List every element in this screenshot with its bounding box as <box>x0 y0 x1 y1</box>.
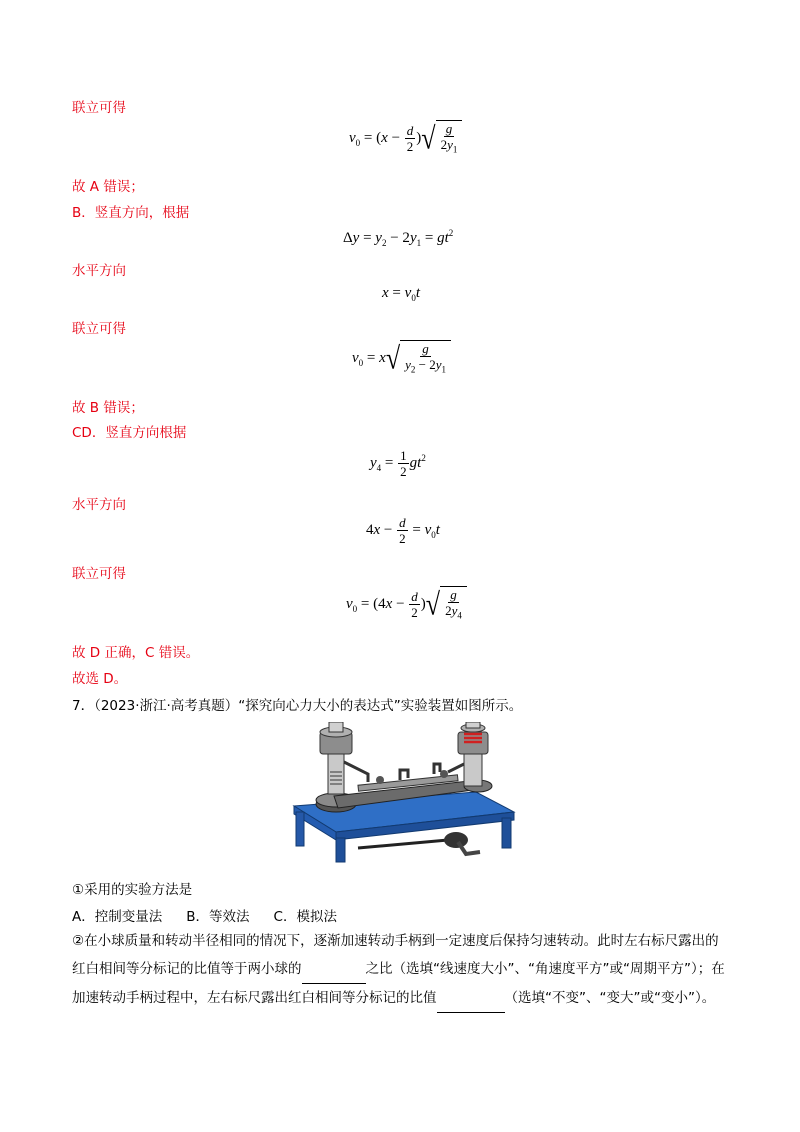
equation-4x: 4x − $\frac{d}{2}$ = $v_0t$ <box>366 515 440 546</box>
answer-line: 联立可得 <box>72 100 126 116</box>
option-a[interactable]: A．控制变量法 <box>72 909 163 925</box>
equation-delta-y: $\Delta y = y_2 - 2y_1 = gt^2$ <box>343 228 454 248</box>
part1-prompt: ①采用的实验方法是 <box>72 882 193 898</box>
part2-text-a: ②在小球质量和转动半径相同的情况下，逐渐加速转动手柄到一定速度后保持匀速转动。此时左右标尺露出的红白相间等分标记的比值等于两小球的 <box>72 933 719 977</box>
question-header <box>72 694 522 714</box>
answer-line: 故 A 错误； <box>72 179 144 195</box>
equation-v0-c: $v_0 = (4x$ − $\frac{d}{2}$ ) √ $\frac{g}{2y_4}$ <box>346 586 467 624</box>
answer-line: 故选 D。 <box>72 671 128 687</box>
answer-blank-2[interactable] <box>437 984 505 1013</box>
answer-blank-1[interactable] <box>302 955 366 984</box>
part2-text-b: 之比（选填“线速度大小”、“角速度平方”或“周期平方”）；在加速转动手柄过程中，左右标尺露出红白相间等分标记的比值 <box>72 961 725 1006</box>
equation-v0-a: $v_0 = (x$ − $\frac{d}{2}$ ) √ $\frac{g}{2y_1}$ <box>349 120 462 158</box>
answer-line: 故 D 正确，C 错误。 <box>72 645 200 661</box>
question-source: （2023·浙江·高考真题） <box>94 698 239 714</box>
answer-line: B．竖直方向，根据 <box>72 205 190 221</box>
equation-x: $x = v_0t$ <box>382 285 420 303</box>
answer-line: 水平方向 <box>72 497 126 513</box>
answer-line: 联立可得 <box>72 566 126 582</box>
answer-line: 联立可得 <box>72 321 126 337</box>
part2-paragraph <box>72 927 732 1013</box>
option-b[interactable]: B．等效法 <box>186 909 250 925</box>
answer-line: 水平方向 <box>72 263 126 279</box>
option-c[interactable]: C．模拟法 <box>273 909 337 925</box>
centripetal-force-apparatus-figure <box>288 722 520 864</box>
options-row <box>72 905 337 925</box>
answer-line: CD．竖直方向根据 <box>72 425 187 441</box>
answer-line: 故 B 错误； <box>72 400 144 416</box>
part2-text-c: （选填“不变”、“变大”或“变小”）。 <box>504 990 716 1006</box>
equation-y4: $y_4$ = $\frac{1}{2}$ $gt^2$ <box>370 448 426 479</box>
question-number: 7． <box>72 698 95 714</box>
question-stem: “探究向心力大小的表达式”实验装置如图所示。 <box>238 698 523 714</box>
equation-v0-b: $v_0 = x$ √ $\frac{g}{y_2 - 2y_1}$ <box>352 340 451 378</box>
